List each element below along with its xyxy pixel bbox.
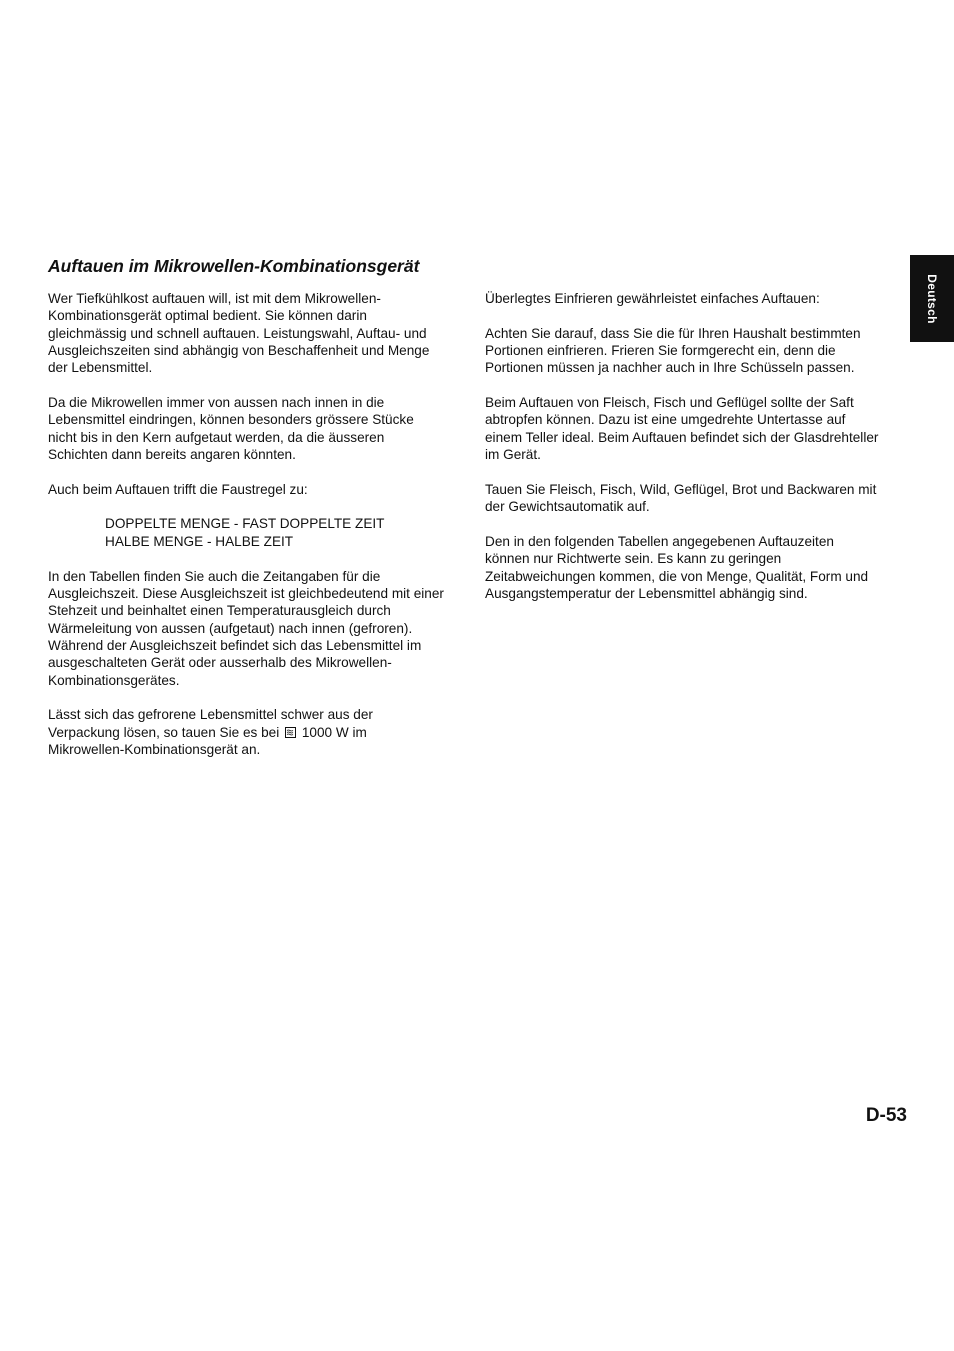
paragraph: Beim Auftauen von Fleisch, Fisch und Geflügel sollte der Saft abtropfen können. Dazu ist eine umgedrehte Untertasse auf einem Teller ideal. Beim Auftauen befindet sich der Glasdrehteller im Gerät. (485, 395, 879, 463)
paragraph: Achten Sie darauf, dass Sie die für Ihren Haushalt bestimmten Portionen einfrieren. Frieren Sie formgerecht ein, denn die Portionen müssen ja nachher auch in Ihre Schüsseln passen. (485, 325, 861, 376)
language-tab (910, 255, 954, 342)
paragraph-text: Lässt sich das gefrorene Lebensmittel schwer aus der Verpackung lösen, so tauen Sie es bei (48, 707, 373, 740)
right-column (485, 290, 910, 620)
paragraph: Auch beim Auftauen trifft die Faustregel zu: (48, 481, 308, 497)
microwave-power-icon (285, 727, 296, 738)
paragraph: Den in den folgenden Tabellen angegebenen Auftauzeiten können nur Richtwerte sein. Es kann zu geringen Zeitabweichungen kommen, die von Menge, Qualität, Form und Ausgangstemperatur der Lebensmittel abhängig sind. (485, 533, 869, 601)
paragraph: Tauen Sie Fleisch, Fisch, Wild, Geflügel, Brot und Backwaren mit der Gewichtsautomatik auf. (485, 481, 877, 515)
rule-line: DOPPELTE MENGE - FAST DOPPELTE ZEIT (105, 516, 385, 532)
rule-line: HALBE MENGE - HALBE ZEIT (105, 533, 294, 549)
section-heading: Auftauen im Mikrowellen-Kombinationsgerät (48, 256, 420, 276)
paragraph: In den Tabellen finden Sie auch die Zeitangaben für die Ausgleichszeit. Diese Ausgleichszeit ist gleichbedeutend mit einer Stehzeit und beinhaltet einen Temperaturausgleich durch Wärmeleitung von aussen (aufgetaut) nach innen (gefroren). Während der Ausgleichszeit befindet sich das Lebensmittel im ausgeschalteten Gerät oder ausserhalb des Mikrowellen- Kombinationsgerätes. (48, 568, 444, 688)
left-column (48, 290, 473, 776)
language-tab-label: Deutsch (925, 273, 939, 324)
paragraph: Überlegtes Einfrieren gewährleistet einfaches Auftauen: (485, 291, 820, 306)
paragraph: Wer Tiefkühlkost auftauen will, ist mit dem Mikrowellen- Kombinationsgerät optimal bedient. Sie können darin gleichmässig und schnell auftauen. Leistungswahl, Auftau- und Ausgleichszeiten sind abhängig von Beschaffenheit und Menge der Lebensmittel. (48, 291, 430, 376)
rule-of-thumb (48, 515, 473, 550)
page-number: D-53 (865, 1105, 907, 1126)
paragraph-text: 1000 W im Mikrowellen-Kombinationsgerät an. (48, 724, 367, 757)
paragraph: Da die Mikrowellen immer von aussen nach innen in die Lebensmittel eindringen, können besonders grössere Stücke nicht bis in den Kern aufgetaut werden, da die äusseren Schichten dann bereits angaren könnten. (48, 395, 414, 463)
paragraph (48, 706, 473, 758)
